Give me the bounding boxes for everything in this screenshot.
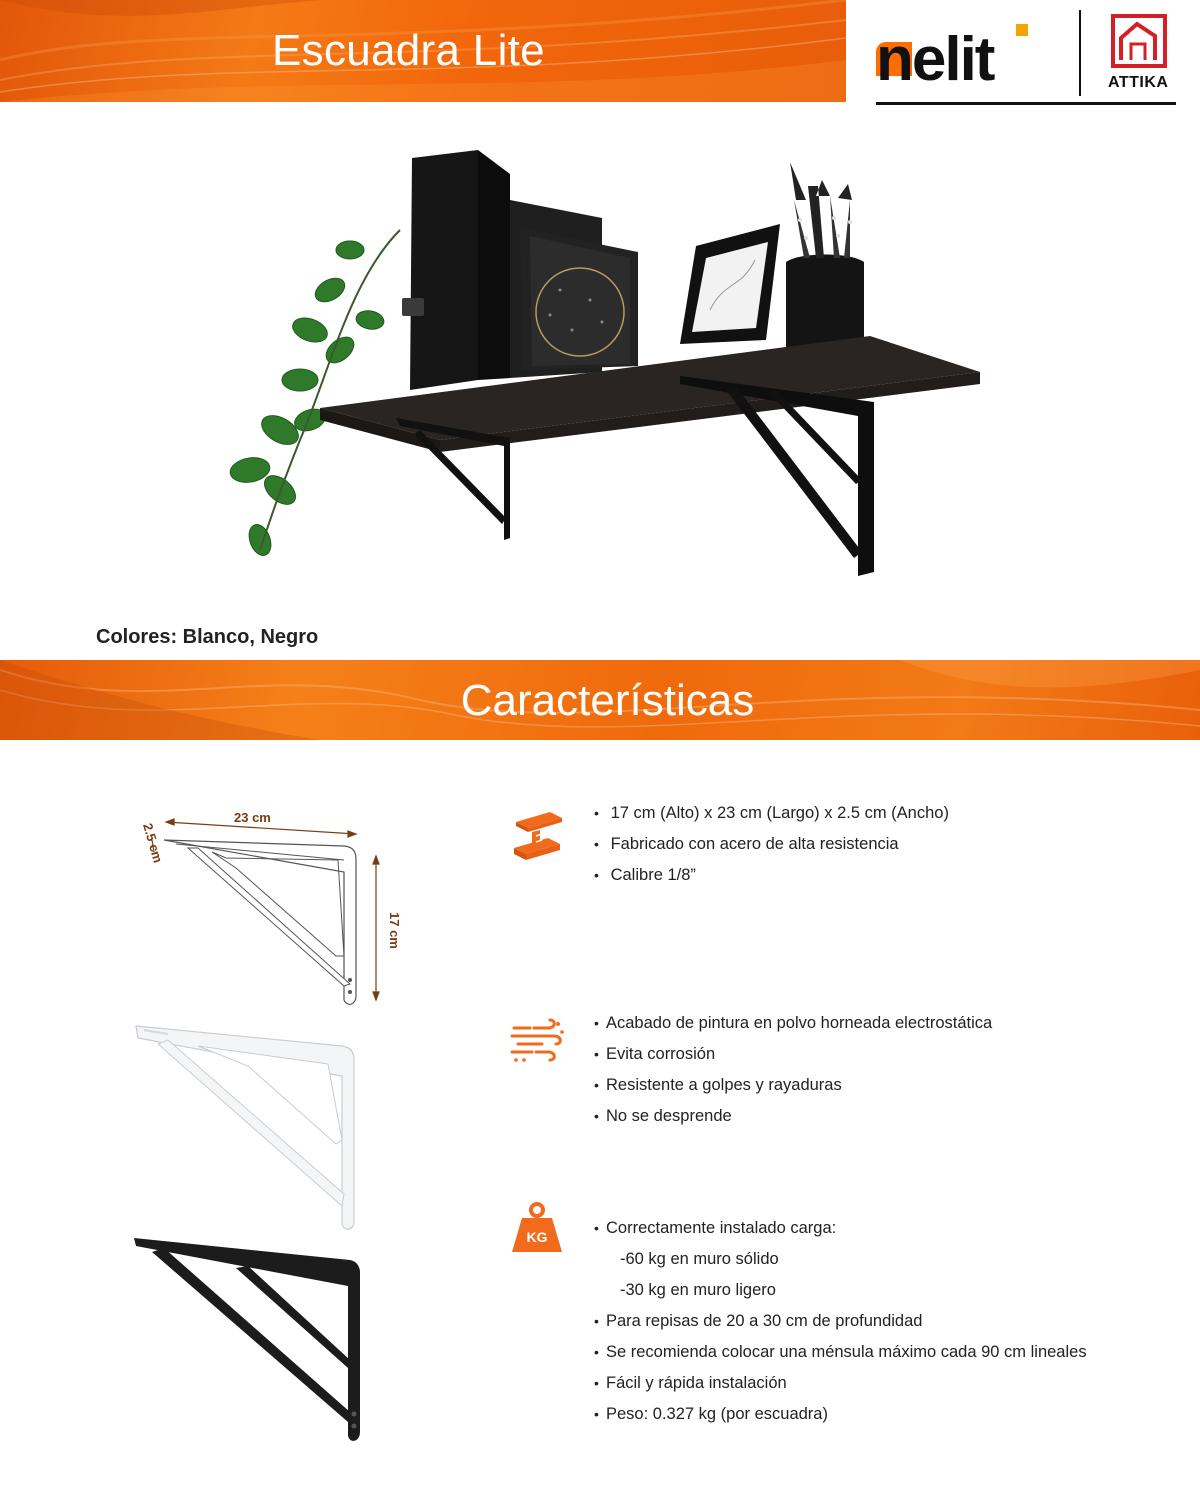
nelit-logo-text: nelit xyxy=(876,25,994,94)
list-item: • Resistente a golpes y rayaduras xyxy=(594,1076,842,1094)
logo-divider xyxy=(1079,10,1081,96)
white-bracket-image xyxy=(128,1018,368,1232)
nelit-logo xyxy=(876,10,1076,100)
page-title: Escuadra Lite xyxy=(272,26,545,75)
wind-spray-icon xyxy=(508,1012,566,1070)
feature-list-dimensions xyxy=(594,798,949,891)
list-item: • Para repisas de 20 a 30 cm de profundidad xyxy=(594,1312,923,1330)
nelit-logo-dot xyxy=(1016,24,1028,36)
feature-list-finish xyxy=(594,1008,992,1132)
steel-beam-icon xyxy=(510,806,568,864)
bracket-dimension-diagram xyxy=(108,800,408,1015)
black-bracket-image xyxy=(128,1232,368,1447)
feature-list-load xyxy=(594,1213,1087,1430)
depth-dimension-label: 2.5 cm xyxy=(140,821,166,865)
logo-underline xyxy=(876,102,1176,105)
height-dimension-label: 17 cm xyxy=(387,912,402,949)
brand-logos xyxy=(876,10,1176,106)
list-item: -60 kg en muro sólido xyxy=(620,1250,779,1268)
section-title: Características xyxy=(460,676,755,725)
list-item: • Fácil y rápida instalación xyxy=(594,1374,787,1392)
list-item: • Correctamente instalado carga: xyxy=(594,1219,837,1237)
list-item: • Calibre 1/8” xyxy=(594,866,696,884)
attika-house-icon xyxy=(1111,14,1167,68)
list-item: -30 kg en muro ligero xyxy=(620,1281,776,1299)
width-dimension-label: 23 cm xyxy=(234,810,271,825)
list-item: • Evita corrosión xyxy=(594,1045,716,1063)
list-item: • Se recomienda colocar una ménsula máximo cada 90 cm lineales xyxy=(594,1343,1087,1361)
list-item: • 17 cm (Alto) x 23 cm (Largo) x 2.5 cm (Ancho) xyxy=(594,804,949,822)
kg-weight-icon xyxy=(508,1200,566,1258)
list-item: • Peso: 0.327 kg (por escuadra) xyxy=(594,1405,828,1423)
kg-icon-label: KG xyxy=(526,1229,548,1245)
list-item: • Acabado de pintura en polvo horneada electrostática xyxy=(594,1014,993,1032)
attika-logo-text: ATTIKA xyxy=(1108,74,1169,91)
list-item: • No se desprende xyxy=(594,1107,732,1125)
available-colors-text: Colores: Blanco, Negro xyxy=(96,626,319,648)
list-item: • Fabricado con acero de alta resistencia xyxy=(594,835,899,853)
product-photo-shelf xyxy=(210,140,990,590)
